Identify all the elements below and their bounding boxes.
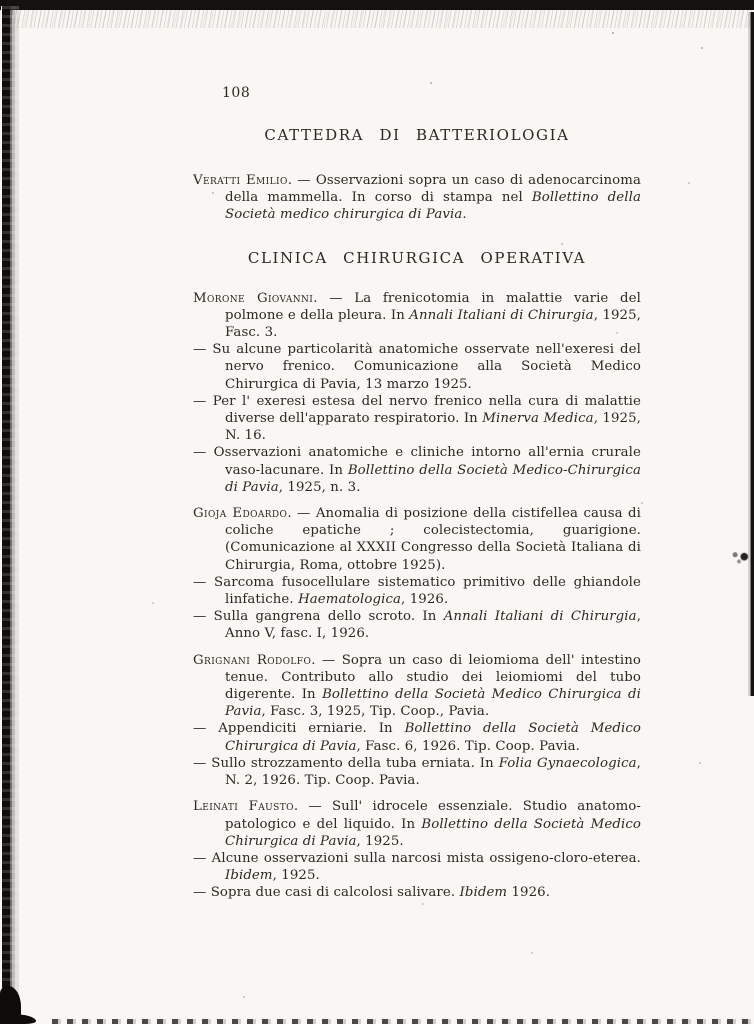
bibliography-entry [193, 720, 641, 754]
entry-text: , 1925. [272, 868, 320, 884]
entry-text: — Sullo strozzamento della tuba erniata. In [193, 755, 499, 771]
journal-title: Bollettino della Società Medico Chirurgica di Pavia [225, 687, 642, 720]
bibliography-entry [193, 608, 641, 642]
entry-text: , 1926. [401, 592, 449, 608]
bibliography-entry [193, 505, 641, 574]
journal-title: Bollettino della Società medico chirurgica di Pavia [225, 190, 641, 223]
entry-text: , 1925, N. 16. [225, 411, 641, 444]
entry-text: . — Anomalia di posizione della cistifellea causa di coliche epatiche ; colecistectomia, guarigione. (Comunicazione al XXXII Congresso della Società Italiana di Chirurgia, Roma, ottobre 1925). [225, 506, 641, 573]
page-text-column [193, 126, 641, 911]
author-name: Leinati Fausto [193, 799, 294, 815]
bibliography-entry [193, 172, 641, 224]
journal-title: Minerva Medica [482, 411, 594, 427]
entry-group [193, 652, 641, 790]
entry-text: — Sarcoma fusocellulare sistematico primitivo delle ghiandole linfatiche. [193, 574, 641, 608]
entry-text: . — Osservazioni sopra un caso di adenocarcinoma della mammella. In corso di stampa nel [225, 173, 641, 206]
bibliography-entry [193, 798, 641, 850]
entry-text: — Osservazioni anatomiche e cliniche intorno all'ernia crurale vaso-lacunare. In [193, 445, 641, 478]
entry-text: , 1925, n. 3. [278, 479, 361, 495]
journal-title: Bollettino della Società Medico-Chirurgica di Pavia [225, 462, 641, 495]
journal-title: Annali Italiani di Chirurgia [443, 609, 637, 625]
entry-group [193, 172, 641, 224]
entry-text: — Per l' exeresi estesa del nervo frenico nella cura di malattie diverse dell'apparato respiratorio. In [193, 393, 641, 427]
entry-text: . — Sopra un caso di leiomioma dell' intestino tenue. Contributo allo studio dei leiomiomi del tubo digerente. In [225, 652, 641, 703]
entry-text: , 1925, Fasc. 3. [225, 307, 642, 341]
entry-group [193, 290, 641, 496]
entry-text: — Sulla gangrena dello scroto. In [193, 609, 444, 625]
entry-text: . — Sull' idrocele essenziale. Studio anatomo-patologico e del liquido. In [225, 799, 641, 832]
author-name: Grignani Rodolfo [193, 652, 312, 668]
bibliography-entry [193, 850, 641, 884]
entry-text: — Alcune osservazioni sulla narcosi mista ossigeno-cloro-eterea. [193, 850, 641, 866]
journal-title: Bollettino della Società Medico Chirurgica di Pavia [225, 721, 641, 754]
section-heading: CLINICA CHIRURGICA OPERATIVA [247, 248, 587, 267]
scan-edge-top [0, 0, 754, 10]
ink-smudge [727, 549, 751, 565]
entry-text: . — La frenicotomia in malattie varie del polmone e della pleura. In [225, 290, 641, 323]
entry-text: , Fasc. 3, 1925, Tip. Coop., Pavia. [261, 704, 490, 720]
bibliography-entry [193, 290, 641, 342]
entry-text: — Appendiciti erniarie. In [193, 721, 405, 737]
journal-title: Bollettino della Società Medico Chirurgica di Pavia [225, 816, 641, 849]
scan-noise-top [0, 10, 754, 28]
bibliography-entry [193, 755, 641, 789]
author-name: Gioja Edoardo [193, 506, 288, 522]
entry-text: , 1925. [356, 833, 404, 849]
entry-text: . [462, 207, 467, 223]
bibliography-entry [193, 884, 641, 901]
author-name: Veratti Emilio [193, 173, 288, 188]
bibliography-entry [193, 393, 641, 445]
entry-group [193, 798, 641, 901]
scan-edge-right [748, 12, 754, 696]
bibliography-entry [193, 574, 641, 608]
entry-text: 1926. [507, 885, 551, 901]
section-heading: CATTEDRA DI BATTERIOLOGIA [264, 126, 570, 144]
entry-text: , Anno V, fasc. I, 1926. [225, 609, 642, 642]
journal-title: Folia Gynaecologica [498, 755, 637, 771]
page-number: 108 [222, 85, 251, 101]
journal-title: Annali Italiani di Chirurgia [409, 307, 594, 323]
bibliography-entry [193, 341, 641, 393]
scan-speckles [0, 0, 2, 2]
journal-title: Ibidem [459, 885, 508, 901]
journal-title: Haematologica [298, 592, 402, 608]
author-name: Morone Giovanni [193, 290, 314, 306]
scan-edge-bottom [52, 1019, 752, 1024]
entry-text: — Sopra due casi di calcolosi salivare. [193, 885, 460, 901]
scan-edge-left [1, 6, 19, 1018]
bibliography-entry [193, 652, 641, 721]
sections-root [193, 126, 641, 902]
entry-group [193, 505, 641, 643]
entry-text: , Fasc. 6, 1926. Tip. Coop. Pavia. [356, 738, 580, 754]
entry-text: — Su alcune particolarità anatomiche osservate nell'exeresi del nervo frenico. Comunicazione alla Società Medico Chirurgica di Pavia, 13 marzo 1925. [193, 342, 641, 392]
journal-title: Ibidem [225, 868, 273, 884]
bibliography-entry [193, 444, 641, 496]
entry-text: , N. 2, 1926. Tip. Coop. Pavia. [225, 755, 641, 789]
